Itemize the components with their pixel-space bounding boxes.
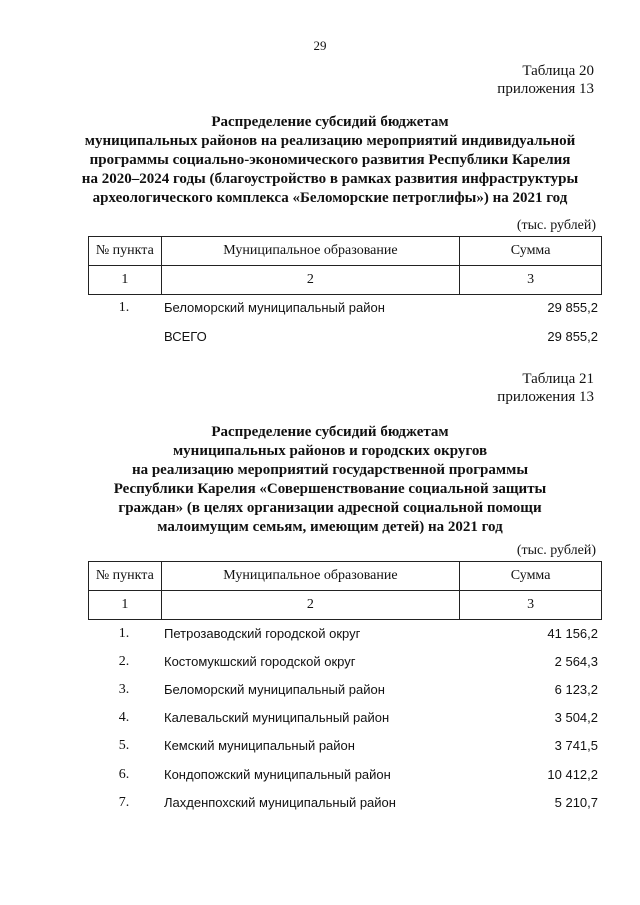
row-municipality: Беломорский муниципальный район [164, 300, 385, 315]
table21-units: (тыс. рублей) [516, 543, 596, 558]
header-number: № пункта [89, 562, 162, 591]
row-number: 3. [118, 682, 130, 697]
header-municipality: Муниципальное образование [161, 562, 460, 591]
row-sum: 10 412,2 [547, 767, 598, 782]
row-sum: 6 123,2 [554, 682, 598, 697]
header-sum: Сумма [460, 237, 602, 266]
row-number: 1. [118, 300, 130, 315]
row-number: 4. [118, 710, 130, 725]
row-sum: 29 855,2 [547, 300, 598, 315]
table20-label [497, 62, 594, 98]
header-municipality: Муниципальное образование [161, 237, 460, 266]
row-municipality: Кемский муниципальный район [164, 738, 355, 753]
row-number: 7. [118, 795, 130, 810]
table21-label [497, 370, 594, 406]
row-sum: 29 855,2 [547, 329, 598, 344]
total-row [88, 329, 598, 349]
table20-label-line2: приложения 13 [497, 81, 594, 97]
table20-units: (тыс. рублей) [516, 218, 596, 233]
row-number: 2. [118, 654, 130, 669]
table-row [88, 795, 598, 815]
table-row [88, 767, 598, 787]
col-number-1: 1 [89, 591, 162, 620]
table21-title-line: граждан» (в целях организации адресной социальной помощи [118, 500, 542, 516]
table-row [88, 300, 598, 320]
table20-title-line: муниципальных районов на реализацию мероприятий индивидуальной [84, 133, 576, 149]
row-sum: 2 564,3 [554, 654, 598, 669]
table20-title [60, 113, 600, 208]
row-municipality: Костомукшский городской округ [164, 654, 356, 669]
table21-title-line: Распределение субсидий бюджетам [211, 424, 449, 440]
col-number-3: 3 [460, 266, 602, 295]
table21-header [88, 561, 602, 620]
table20-title-line: на 2020–2024 годы (благоустройство в рамках развития инфраструктуры [81, 171, 579, 187]
table21-title-line: Республики Карелия «Совершенствование социальной защиты [113, 481, 547, 497]
row-municipality: Лахденпохский муниципальный район [164, 795, 396, 810]
table21-label-line1: Таблица 21 [522, 371, 594, 387]
row-sum: 5 210,7 [554, 795, 598, 810]
row-municipality: Беломорский муниципальный район [164, 682, 385, 697]
row-municipality: Калевальский муниципальный район [164, 710, 390, 725]
header-sum: Сумма [460, 562, 602, 591]
header-number: № пункта [89, 237, 162, 266]
row-municipality: Петрозаводский городской округ [164, 626, 361, 641]
row-number: 5. [118, 738, 130, 753]
table21-title-line: малоимущим семьям, имеющим детей) на 2021 год [157, 519, 503, 535]
col-number-3: 3 [460, 591, 602, 620]
table-row [88, 682, 598, 702]
table21-title-line: на реализацию мероприятий государственной программы [131, 462, 529, 478]
table20-title-line: программы социально-экономического развития Республики Карелия [89, 152, 571, 168]
table-row [88, 738, 598, 758]
table20-header [88, 236, 602, 295]
col-number-2: 2 [161, 266, 460, 295]
table21-title [60, 423, 600, 537]
table-row [88, 710, 598, 730]
table20-title-line: Распределение субсидий бюджетам [211, 114, 449, 130]
table20-label-line1: Таблица 20 [522, 63, 594, 79]
row-number: 1. [118, 626, 130, 641]
col-number-2: 2 [161, 591, 460, 620]
row-municipality: Кондопожский муниципальный район [164, 767, 391, 782]
row-sum: 3 741,5 [554, 738, 598, 753]
page-number: 29 [313, 38, 327, 53]
table21-title-line: муниципальных районов и городских округов [172, 443, 488, 459]
table-row [88, 626, 598, 646]
col-number-1: 1 [89, 266, 162, 295]
row-sum: 41 156,2 [547, 626, 598, 641]
table21-label-line2: приложения 13 [497, 389, 594, 405]
table20-title-line: археологического комплекса «Беломорские петроглифы») на 2021 год [92, 190, 568, 206]
row-sum: 3 504,2 [554, 710, 598, 725]
table-row [88, 654, 598, 674]
row-municipality: ВСЕГО [164, 329, 207, 344]
row-number: 6. [118, 767, 130, 782]
